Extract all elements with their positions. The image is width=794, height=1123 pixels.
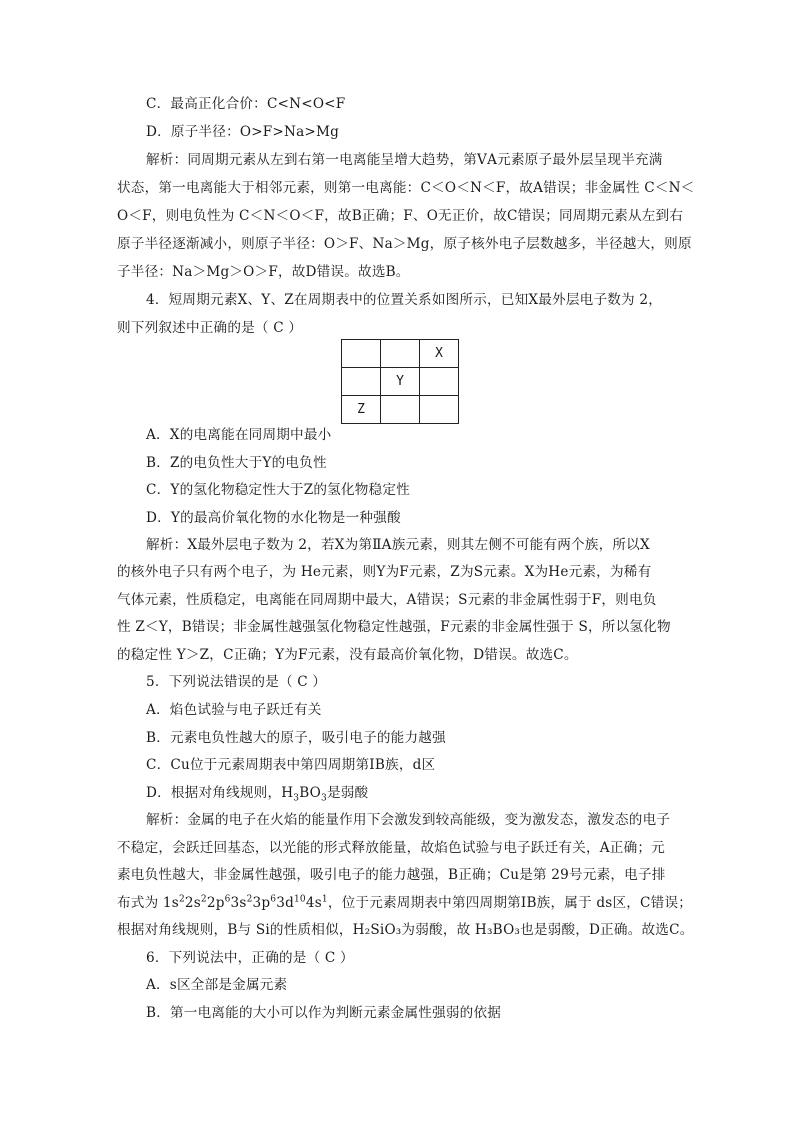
q4-stem-line-1: 4．短周期元素X、Y、Z在周期表中的位置关系如图所示，已知X最外层电子数为 2，	[146, 292, 662, 308]
q6-stem: 6．下列说法中，正确的是（ C ）	[146, 950, 354, 966]
q5-analysis-line-3: 素电负性越大，非金属性越强，吸引电子的能力越强，B正确；Cu是第 29号元素，电子排	[117, 867, 666, 883]
q4-analysis-line-5: 的稳定性 Y＞Z，C正确；Y为F元素，没有最高价氧化物，D错误。故选C。	[117, 647, 578, 663]
q4-analysis-line-2: 的核外电子只有两个电子，为 He元素，则Y为F元素，Z为S元素。X为He元素，为稀有	[117, 564, 652, 580]
grid-row	[342, 340, 459, 368]
q3-option-c: C．最高正化合价：C<N<O<F	[146, 96, 346, 112]
q4-analysis-line-3: 气体元素，性质稳定，电离能在同周期中最大，A错误；S元素的非金属性弱于F，则电负	[117, 592, 657, 608]
q6-option-b: B．第一电离能的大小可以作为判断元素金属性强弱的依据	[146, 1005, 502, 1021]
grid-cell	[381, 340, 420, 368]
grid-cell	[342, 340, 381, 368]
grid-cell	[420, 368, 459, 396]
grid-row	[342, 368, 459, 396]
grid-cell-x: X	[420, 340, 459, 368]
q5-stem: 5．下列说法错误的是（ C ）	[146, 674, 327, 690]
q5-option-d: D．根据对角线规则，$H_3BO_3$是弱酸	[146, 785, 369, 804]
q5-option-c: C．Cu位于元素周期表中第四周期第ⅠB族，d区	[146, 757, 436, 773]
grid-cell	[420, 396, 459, 424]
q4-analysis-line-4: 性 Z＜Y，B错误；非金属性越强氢化物稳定性越强，F元素的非金属性强于 S，所以氢化物	[117, 619, 671, 635]
grid-cell-y: Y	[381, 368, 420, 396]
q4-option-b: B．Z的电负性大于Y的电负性	[146, 455, 327, 471]
grid-cell-z: Z	[342, 396, 381, 424]
q5-option-b: B．元素电负性越大的原子，吸引电子的能力越强	[146, 730, 446, 746]
grid-cell	[381, 396, 420, 424]
q3-analysis-line-1: 解析：同周期元素从左到右第一电离能呈增大趋势，第ⅤA元素原子最外层呈现半充满	[146, 152, 663, 168]
q3-analysis-line-4: 原子半径逐渐减小，则原子半径：O＞F、Na＞Mg，原子核外电子层数越多，半径越大，则原	[117, 236, 692, 252]
q4-option-d: D．Y的最高价氧化物的水化物是一种强酸	[146, 510, 401, 526]
q3-analysis-line-5: 子半径：Na＞Mg＞O＞F，故D错误。故选B。	[117, 264, 410, 280]
electron-configuration: $1s^22s^22p^63s^23p^63d^{10}4s^1$	[162, 894, 328, 911]
q4-option-a: A．X的电离能在同周期中最小	[146, 427, 332, 443]
grid-row	[342, 396, 459, 424]
q4-option-c: C．Y的氢化物稳定性大于Z的氢化物稳定性	[146, 482, 410, 498]
q4-stem-line-2: 则下列叙述中正确的是（ C ）	[117, 320, 303, 336]
q3-analysis-line-3: O＜F，则电负性为 C＜N＜O＜F，故B正确；F、O无正价，故C错误；同周期元素从左到右	[117, 208, 684, 224]
q5-option-a: A．焰色试验与电子跃迁有关	[146, 702, 322, 718]
q6-option-a: A．s区全部是金属元素	[146, 977, 288, 993]
q5-analysis-line-4: 布式为 $1s^22s^22p^63s^23p^63d^{10}4s^1$，位于元素周期表中第四周期第ⅠB族，属于 ds区，C错误；	[117, 894, 693, 911]
q4-analysis-line-1: 解析：X最外层电子数为 2，若X为第ⅡA族元素，则其左侧不可能有两个族，所以X	[146, 537, 650, 553]
grid-cell	[342, 368, 381, 396]
q5-analysis-line-2: 不稳定，会跃迁回基态，以光能的形式释放能量，故焰色试验与电子跃迁有关，A正确；元	[117, 840, 665, 856]
periodic-position-grid	[341, 339, 459, 424]
q5-analysis-line-5: 根据对角线规则，B与 Si的性质相似，H₂SiO₃为弱酸，故 H₃BO₃也是弱酸，D正确。故选C。	[117, 922, 694, 938]
q3-analysis-line-2: 状态，第一电离能大于相邻元素，则第一电离能：C＜O＜N＜F，故A错误；非金属性 C＜N＜	[117, 180, 695, 196]
q3-option-d: D．原子半径：O>F>Na>Mg	[146, 124, 340, 140]
q5-analysis-line-1: 解析：金属的电子在火焰的能量作用下会激发到较高能级，变为激发态，激发态的电子	[146, 812, 671, 828]
